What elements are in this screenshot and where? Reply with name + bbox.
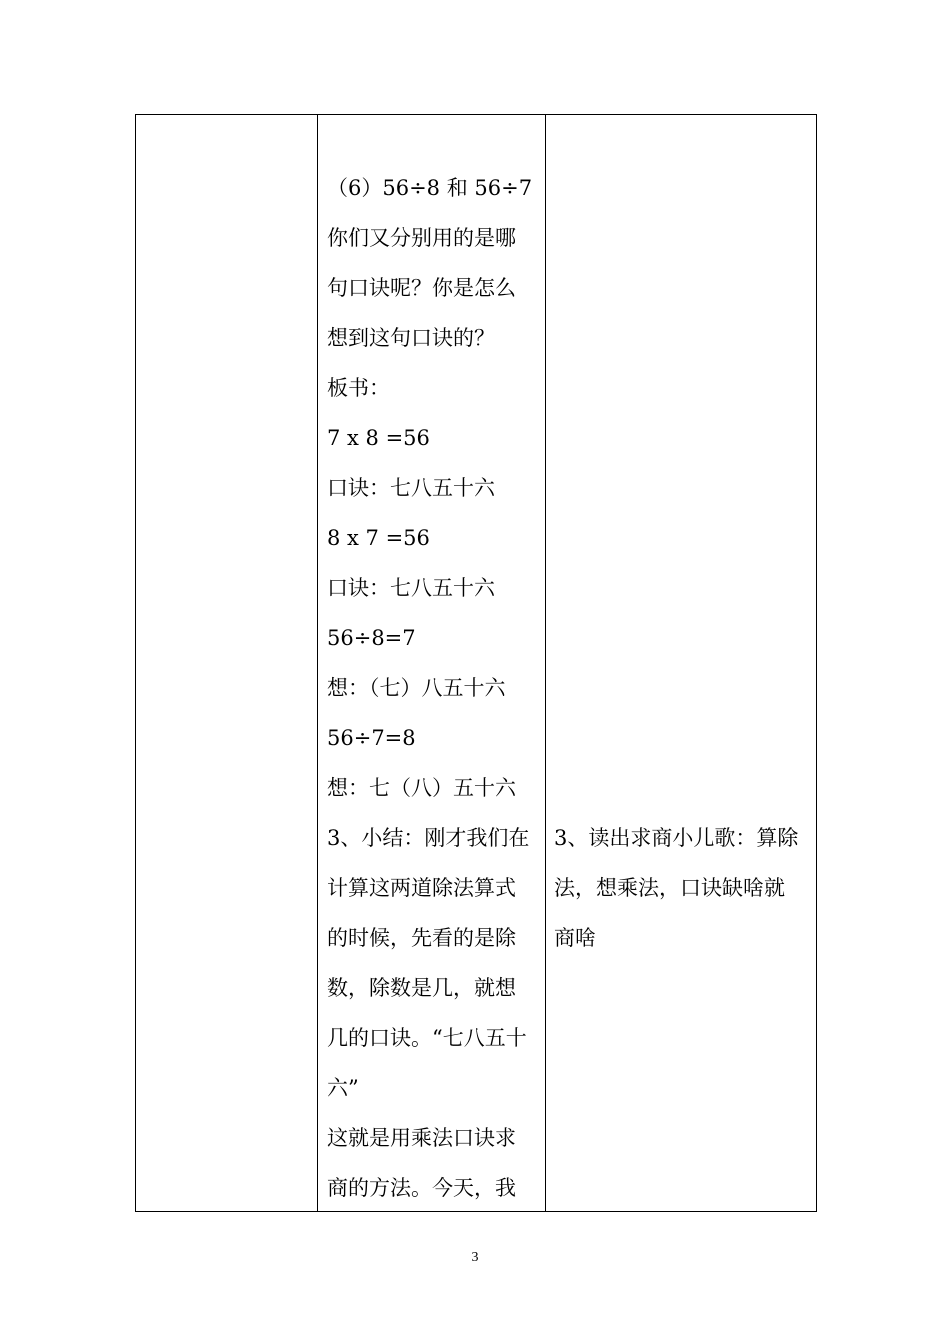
text-line: 3、读出求商小儿歌：算除: [554, 826, 799, 850]
text-line: 56÷8=7: [327, 626, 416, 650]
text-line: 口诀：七八五十六: [327, 476, 495, 500]
text-line: 你们又分别用的是哪: [327, 226, 516, 250]
lesson-table: [135, 114, 817, 1212]
text-line: （6）56÷8 和 56÷7: [327, 176, 533, 200]
table-column-2: [318, 115, 546, 1211]
text-line: 法，想乘法，口诀缺啥就: [554, 876, 785, 900]
text-line: 的时候，先看的是除: [327, 926, 516, 950]
text-line: 口诀：七八五十六: [327, 576, 495, 600]
text-line: 六”: [327, 1076, 359, 1100]
text-line: 几的口诀。“七八五十: [327, 1026, 527, 1050]
text-line: 商的方法。今天，我: [327, 1176, 516, 1200]
table-column-1: [136, 115, 318, 1211]
text-line: 想：七（八）五十六: [327, 776, 516, 800]
text-line: 3、小结：刚才我们在: [327, 826, 530, 850]
text-line: 想到这句口诀的？: [327, 326, 495, 350]
text-line: 8 x 7 =56: [327, 526, 430, 550]
text-line: 商啥: [554, 926, 596, 950]
text-line: 计算这两道除法算式: [327, 876, 516, 900]
text-line: 56÷7=8: [327, 726, 416, 750]
page-number: 3: [471, 1250, 479, 1265]
text-line: 句口诀呢？你是怎么: [327, 276, 516, 300]
text-line: 想：（七）八五十六: [327, 676, 506, 700]
text-line: 这就是用乘法口诀求: [327, 1126, 516, 1150]
table-column-3: [546, 115, 816, 1211]
text-line: 板书：: [327, 376, 390, 400]
text-line: 数，除数是几，就想: [327, 976, 516, 1000]
text-line: 7 x 8 =56: [327, 426, 430, 450]
